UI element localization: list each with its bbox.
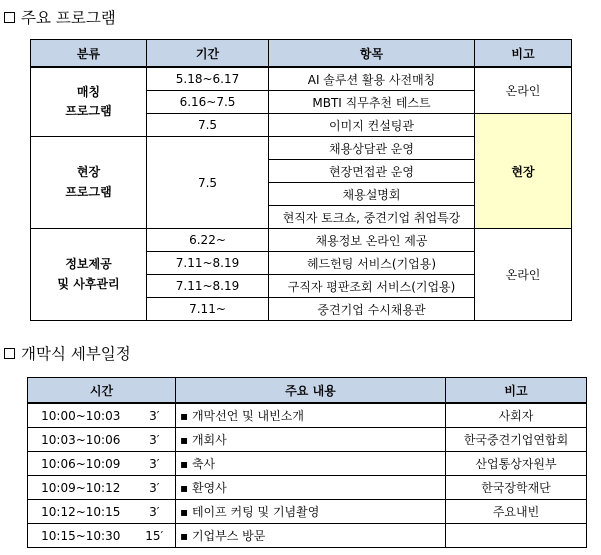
checkbox-square-icon bbox=[4, 12, 15, 23]
header-note: 비고 bbox=[446, 378, 587, 404]
table-header-row bbox=[28, 378, 587, 404]
table-header-row bbox=[31, 40, 572, 68]
group-label: 및 사후관리 bbox=[57, 276, 120, 291]
duration-cell: 15′ bbox=[134, 524, 176, 548]
period-cell: 6.16~7.5 bbox=[147, 91, 269, 114]
group-onsite bbox=[31, 137, 147, 229]
table-row bbox=[28, 476, 587, 500]
group-info bbox=[31, 229, 147, 321]
note-cell bbox=[446, 524, 587, 548]
table-row bbox=[28, 452, 587, 476]
item-cell: 채용정보 온라인 제공 bbox=[269, 229, 475, 252]
note-cell: 사회자 bbox=[446, 403, 587, 428]
group-label: 프로그램 bbox=[65, 104, 112, 118]
item-cell: 이미지 컨설팅관 bbox=[269, 114, 475, 137]
table-row bbox=[28, 500, 587, 524]
note-cell: 한국중견기업연합회 bbox=[446, 428, 587, 452]
item-cell: 채용상담관 운영 bbox=[269, 137, 475, 160]
group-label: 현장 bbox=[76, 165, 101, 180]
time-cell: 10:00~10:03 bbox=[28, 403, 134, 428]
table-row bbox=[28, 524, 587, 548]
content-cell: ▪ 개막선언 및 내빈소개 bbox=[176, 403, 446, 428]
period-cell: 7.5 bbox=[147, 137, 269, 229]
duration-cell: 3′ bbox=[134, 403, 176, 428]
item-cell: 중견기업 수시채용관 bbox=[269, 298, 475, 321]
programs-table bbox=[30, 39, 572, 321]
header-time: 시간 bbox=[28, 378, 176, 404]
content-cell: ▪ 개회사 bbox=[176, 428, 446, 452]
header-period: 기간 bbox=[147, 40, 269, 68]
note-cell: 한국장학재단 bbox=[446, 476, 587, 500]
content-cell: ▪ 기업부스 방문 bbox=[176, 524, 446, 548]
item-cell: 현직자 토크쇼, 중견기업 취업특강 bbox=[269, 206, 475, 229]
note-cell: 주요내빈 bbox=[446, 500, 587, 524]
period-cell: 7.11~8.19 bbox=[147, 275, 269, 298]
duration-cell: 3′ bbox=[134, 500, 176, 524]
time-cell: 10:15~10:30 bbox=[28, 524, 134, 548]
section-title-text: 개막식 세부일정 bbox=[21, 345, 131, 363]
period-cell: 6.22~ bbox=[147, 229, 269, 252]
table-row bbox=[28, 403, 587, 428]
time-cell: 10:09~10:12 bbox=[28, 476, 134, 500]
group-label: 정보제공 bbox=[65, 257, 112, 272]
time-cell: 10:06~10:09 bbox=[28, 452, 134, 476]
content-cell: ▪ 테이프 커팅 및 기념촬영 bbox=[176, 500, 446, 524]
duration-cell: 3′ bbox=[134, 428, 176, 452]
note-cell: 산업통상자원부 bbox=[446, 452, 587, 476]
period-cell: 5.18~6.17 bbox=[147, 67, 269, 91]
header-category: 분류 bbox=[31, 40, 147, 68]
header-remark: 비고 bbox=[475, 40, 572, 68]
content-cell: ▪ 환영사 bbox=[176, 476, 446, 500]
content-cell: ▪ 축사 bbox=[176, 452, 446, 476]
section-title-opening bbox=[4, 342, 131, 364]
time-cell: 10:03~10:06 bbox=[28, 428, 134, 452]
group-matching bbox=[31, 67, 147, 137]
section-title-programs bbox=[4, 6, 116, 28]
duration-cell: 3′ bbox=[134, 476, 176, 500]
header-content: 주요 내용 bbox=[176, 378, 446, 404]
header-item: 항목 bbox=[269, 40, 475, 68]
time-cell: 10:12~10:15 bbox=[28, 500, 134, 524]
table-row bbox=[31, 67, 572, 91]
opening-schedule-table bbox=[27, 377, 587, 548]
group-label: 매칭 bbox=[76, 84, 101, 99]
item-cell: AI 솔루션 활용 사전매칭 bbox=[269, 67, 475, 91]
item-cell: 구직자 평판조회 서비스(기업용) bbox=[269, 275, 475, 298]
period-cell: 7.11~8.19 bbox=[147, 252, 269, 275]
table-row bbox=[31, 229, 572, 252]
checkbox-square-icon bbox=[4, 348, 15, 359]
item-cell: 현장면접관 운영 bbox=[269, 160, 475, 183]
remark-online: 온라인 bbox=[475, 229, 572, 321]
period-cell: 7.11~ bbox=[147, 298, 269, 321]
table-row bbox=[28, 428, 587, 452]
item-cell: 채용설명회 bbox=[269, 183, 475, 206]
duration-cell: 3′ bbox=[134, 452, 176, 476]
remark-online: 온라인 bbox=[475, 67, 572, 114]
section-title-text: 주요 프로그램 bbox=[21, 9, 116, 27]
group-label: 프로그램 bbox=[65, 184, 112, 199]
item-cell: MBTI 직무추천 테스트 bbox=[269, 91, 475, 114]
item-cell: 헤드헌팅 서비스(기업용) bbox=[269, 252, 475, 275]
period-cell: 7.5 bbox=[147, 114, 269, 137]
remark-onsite: 현장 bbox=[475, 114, 572, 229]
